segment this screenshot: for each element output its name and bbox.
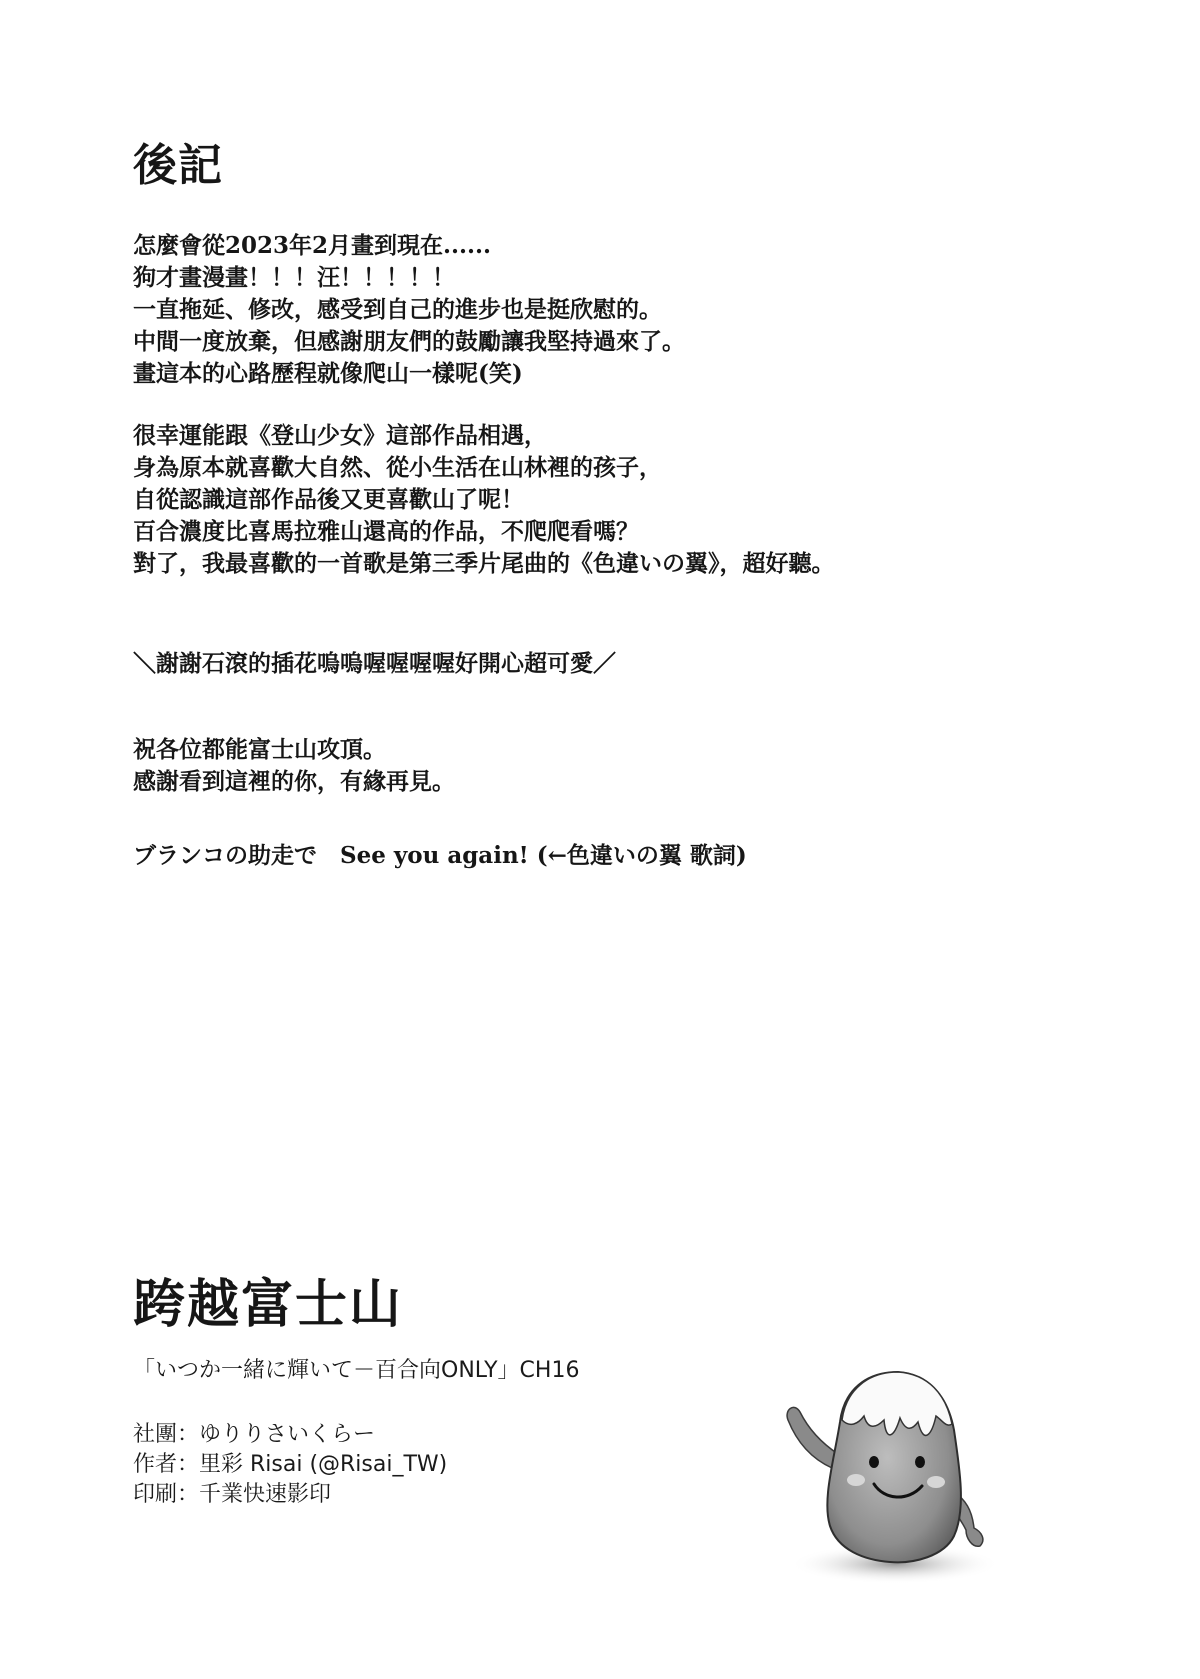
credits xyxy=(133,1420,447,1510)
afterword-paragraph-1 xyxy=(133,230,685,390)
mascot-right-cheek xyxy=(927,1476,945,1488)
circle-credit: 社團：ゆりりさいくらー xyxy=(133,1422,376,1447)
mascot-left-eye xyxy=(869,1456,879,1468)
text-line: 身為原本就喜歡大自然、從小生活在山林裡的孩子， xyxy=(133,454,662,481)
text-line: 自從認識這部作品後又更喜歡山了呢！ xyxy=(133,486,524,513)
printer-credit: 印刷：千業快速影印 xyxy=(133,1482,332,1507)
text-line: 畫這本的心路歷程就像爬山一樣呢(笑) xyxy=(133,360,523,387)
mascot-right-eye xyxy=(915,1456,925,1468)
text-line: 中間一度放棄，但感謝朋友們的鼓勵讓我堅持過來了。 xyxy=(133,328,685,355)
event-name: 「いつか一緒に輝いて－百合向ONLY」CH16 xyxy=(133,1358,580,1383)
mascot-left-arm xyxy=(787,1407,838,1468)
author-credit: 作者：里彩 Risai (@Risai_TW) xyxy=(133,1452,448,1477)
text-line: 很幸運能跟《登山少女》這部作品相遇， xyxy=(133,422,547,449)
afterword-heading: 後記 xyxy=(133,140,223,191)
text-line: 狗才畫漫畫！！！汪！！！！！ xyxy=(133,264,455,291)
text-line: 祝各位都能富士山攻頂。 xyxy=(133,736,386,763)
text-line: 百合濃度比喜馬拉雅山還高的作品，不爬爬看嗎？ xyxy=(133,518,639,545)
closing-paragraph xyxy=(133,734,455,798)
text-line: 感謝看到這裡的你，有緣再見。 xyxy=(133,768,455,795)
text-line: 怎麼會從2023年2月畫到現在...... xyxy=(133,232,492,259)
mascot-left-cheek xyxy=(847,1474,865,1486)
text-line: 一直拖延、修改，感受到自己的進步也是挺欣慰的。 xyxy=(133,296,662,323)
text-line: 對了，我最喜歡的一首歌是第三季片尾曲的《色違いの翼》，超好聽。 xyxy=(133,550,835,577)
book-title: 跨越富士山 xyxy=(133,1274,404,1335)
mount-fuji-mascot-illustration xyxy=(770,1350,1020,1590)
afterword-paragraph-2 xyxy=(133,420,835,580)
thanks-line: ＼謝謝石滾的插花嗚嗚喔喔喔喔好開心超可愛／ xyxy=(133,650,616,677)
lyric-line: ブランコの助走で See you again! (←色違いの翼 歌詞) xyxy=(133,842,747,869)
